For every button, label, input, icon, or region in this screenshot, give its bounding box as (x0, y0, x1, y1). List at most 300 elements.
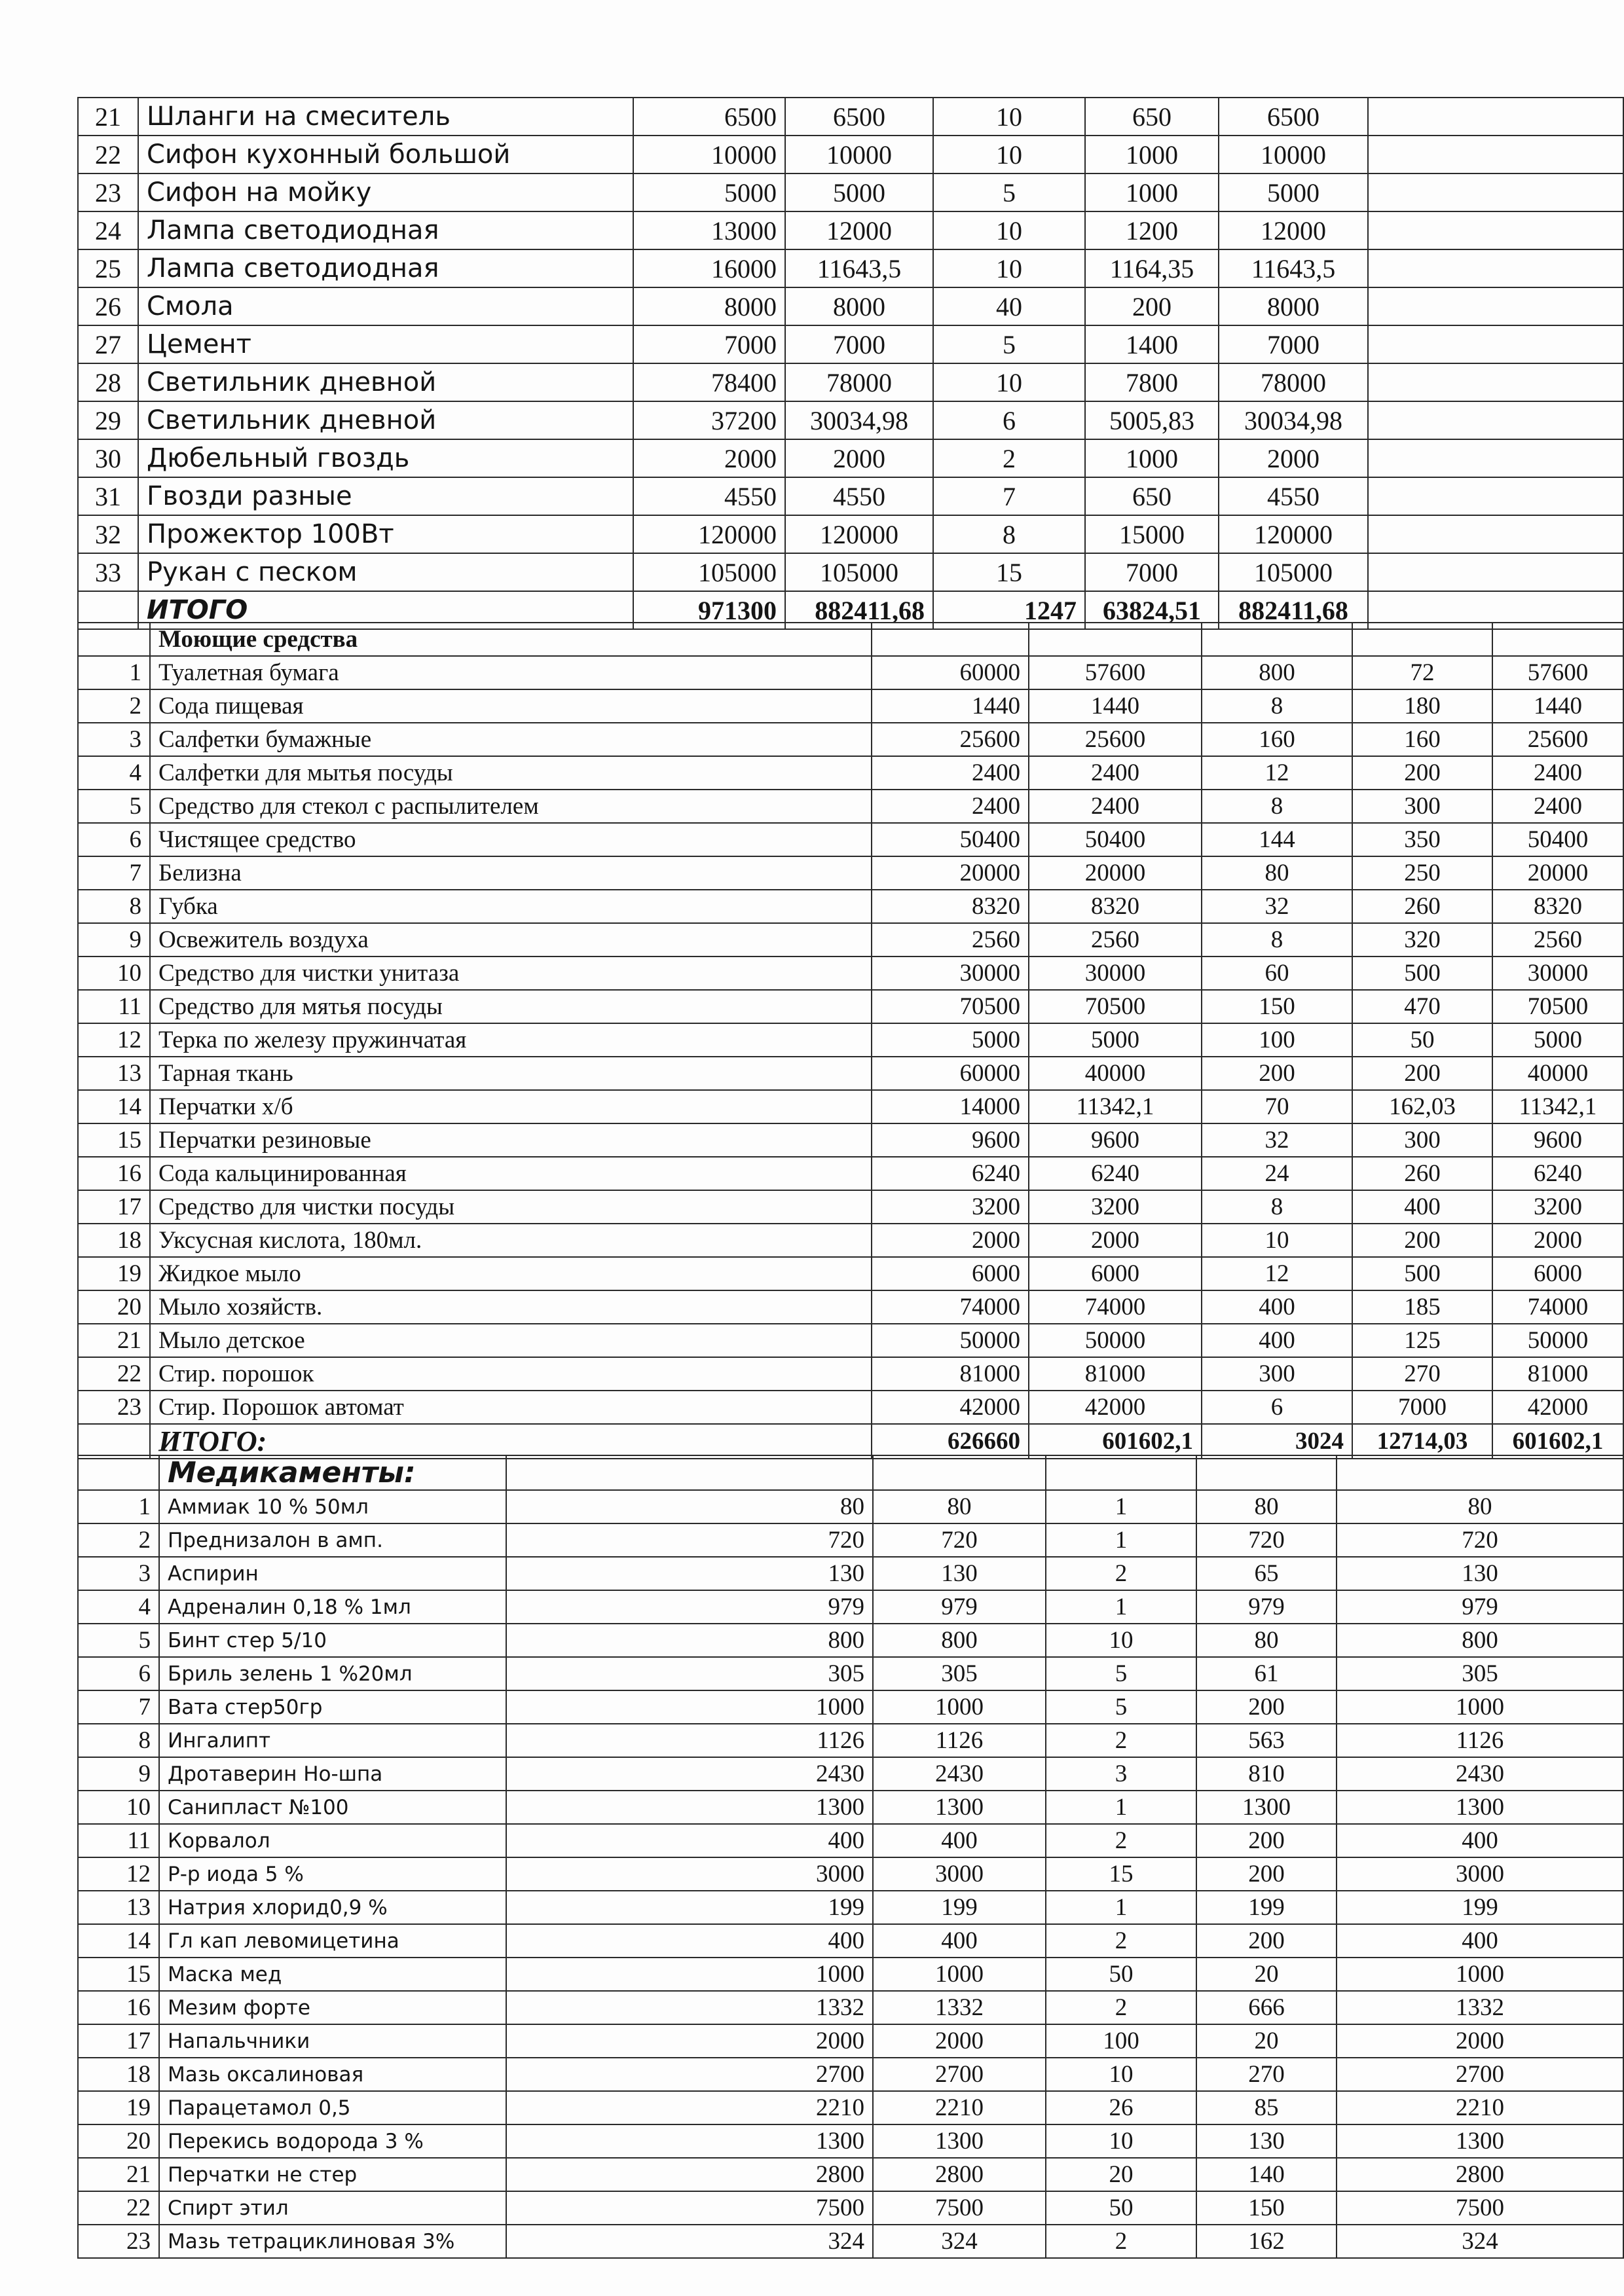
row-number: 13 (78, 1057, 150, 1090)
item-name: Вата стер50гр (159, 1690, 506, 1724)
table-row (78, 1190, 1623, 1224)
quantity: 70 (1202, 1090, 1352, 1123)
medicines-table (77, 1455, 1624, 2259)
quantity: 5 (933, 173, 1085, 211)
row-number: 28 (78, 363, 138, 401)
amount-planned: 16000 (633, 249, 785, 287)
table-row (78, 1791, 1623, 1824)
table-row (78, 1391, 1623, 1424)
amount-planned: 2210 (506, 2091, 873, 2124)
amount-total: 2210 (1337, 2091, 1623, 2124)
quantity: 32 (1202, 890, 1352, 923)
amount-total: 11342,1 (1492, 1090, 1623, 1123)
table-row (78, 823, 1623, 856)
item-name: Аспирин (159, 1557, 506, 1590)
amount-planned: 400 (506, 1824, 873, 1857)
quantity: 2 (933, 439, 1085, 477)
item-name: Стир. Порошок автомат (150, 1391, 872, 1424)
empty-cell (1368, 287, 1623, 325)
amount-total: 7500 (1337, 2191, 1623, 2225)
amount-actual: 50400 (1029, 823, 1202, 856)
total-label: ИТОГО (138, 591, 633, 629)
empty-cell (1196, 1455, 1337, 1490)
unit-price: 810 (1196, 1757, 1337, 1791)
table-row (78, 2225, 1623, 2258)
table-row (78, 2091, 1623, 2124)
unit-price: 1000 (1085, 136, 1219, 173)
item-name: Перекись водорода 3 % (159, 2124, 506, 2158)
row-number: 16 (78, 1991, 159, 2024)
row-number: 20 (78, 2124, 159, 2158)
amount-planned: 8000 (633, 287, 785, 325)
amount-actual: 10000 (785, 136, 933, 173)
item-name: Чистящее средство (150, 823, 872, 856)
amount-total: 25600 (1492, 723, 1623, 756)
amount-total: 305 (1337, 1657, 1623, 1690)
table-row (78, 2191, 1623, 2225)
amount-actual: 50000 (1029, 1324, 1202, 1357)
amount-planned: 720 (506, 1523, 873, 1557)
quantity: 400 (1202, 1290, 1352, 1324)
empty-cell (1368, 249, 1623, 287)
amount-actual: 2560 (1029, 923, 1202, 957)
table-row (78, 1657, 1623, 1690)
item-name: Жидкое мыло (150, 1257, 872, 1290)
item-name: Напальчники (159, 2024, 506, 2058)
unit-price: 400 (1352, 1190, 1492, 1224)
row-number: 8 (78, 890, 150, 923)
item-name: Шланги на смеситель (138, 98, 633, 136)
amount-planned: 7500 (506, 2191, 873, 2225)
empty-cell (1368, 515, 1623, 553)
quantity: 150 (1202, 990, 1352, 1023)
row-number: 21 (78, 1324, 150, 1357)
amount-total: 130 (1337, 1557, 1623, 1590)
table-row (78, 1757, 1623, 1791)
table-row (78, 990, 1623, 1023)
unit-price: 65 (1196, 1557, 1337, 1590)
item-name: Светильник дневной (138, 363, 633, 401)
item-name: Сифон кухонный большой (138, 136, 633, 173)
row-number: 7 (78, 856, 150, 890)
quantity: 2 (1046, 1824, 1196, 1857)
amount-planned: 60000 (872, 656, 1029, 689)
empty-cell (1368, 211, 1623, 249)
row-number: 19 (78, 2091, 159, 2124)
total-actual: 882411,68 (785, 591, 933, 629)
table-row (78, 477, 1623, 515)
item-name: Преднизалон в амп. (159, 1523, 506, 1557)
quantity: 2 (1046, 1991, 1196, 2024)
row-number: 11 (78, 1824, 159, 1857)
row-number: 27 (78, 325, 138, 363)
empty-cell (1368, 401, 1623, 439)
quantity: 15 (933, 553, 1085, 591)
amount-actual: 8320 (1029, 890, 1202, 923)
quantity: 1 (1046, 1791, 1196, 1824)
row-number: 1 (78, 656, 150, 689)
total-amount: 882411,68 (1219, 591, 1368, 629)
amount-total: 2400 (1492, 790, 1623, 823)
item-name: Сифон на мойку (138, 173, 633, 211)
unit-price: 199 (1196, 1891, 1337, 1924)
amount-planned: 3200 (872, 1190, 1029, 1224)
amount-total: 324 (1337, 2225, 1623, 2258)
table-row (78, 1324, 1623, 1357)
amount-total: 8320 (1492, 890, 1623, 923)
table-row (78, 2124, 1623, 2158)
item-name: Гл кап левомицетина (159, 1924, 506, 1958)
amount-planned: 2000 (633, 439, 785, 477)
table-row (78, 1590, 1623, 1624)
quantity: 6 (933, 401, 1085, 439)
item-name: Уксусная кислота, 180мл. (150, 1224, 872, 1257)
row-number: 16 (78, 1157, 150, 1190)
amount-total: 1332 (1337, 1991, 1623, 2024)
amount-total: 120000 (1219, 515, 1368, 553)
unit-price: 1300 (1196, 1791, 1337, 1824)
unit-price: 20 (1196, 1958, 1337, 1991)
amount-total: 720 (1337, 1523, 1623, 1557)
row-number: 17 (78, 1190, 150, 1224)
amount-planned: 2700 (506, 2058, 873, 2091)
row-number: 2 (78, 689, 150, 723)
unit-price: 61 (1196, 1657, 1337, 1690)
unit-price: 5005,83 (1085, 401, 1219, 439)
quantity: 160 (1202, 723, 1352, 756)
item-name: Средство для чистки унитаза (150, 957, 872, 990)
quantity: 32 (1202, 1123, 1352, 1157)
unit-price: 80 (1196, 1490, 1337, 1523)
item-name: Ингалипт (159, 1724, 506, 1757)
unit-price: 250 (1352, 856, 1492, 890)
amount-actual: 1300 (873, 2124, 1046, 2158)
unit-price: 130 (1196, 2124, 1337, 2158)
item-name: Перчатки х/б (150, 1090, 872, 1123)
total-unit-price: 63824,51 (1085, 591, 1219, 629)
row-number: 3 (78, 723, 150, 756)
unit-price: 162,03 (1352, 1090, 1492, 1123)
item-name: Светильник дневной (138, 401, 633, 439)
quantity: 20 (1046, 2158, 1196, 2191)
item-name: Туалетная бумага (150, 656, 872, 689)
amount-actual: 979 (873, 1590, 1046, 1624)
amount-planned: 6240 (872, 1157, 1029, 1190)
amount-actual: 40000 (1029, 1057, 1202, 1090)
item-name: Белизна (150, 856, 872, 890)
amount-planned: 6000 (872, 1257, 1029, 1290)
item-name: Освежитель воздуха (150, 923, 872, 957)
quantity: 10 (1202, 1224, 1352, 1257)
amount-planned: 120000 (633, 515, 785, 553)
amount-actual: 1440 (1029, 689, 1202, 723)
quantity: 7 (933, 477, 1085, 515)
quantity: 8 (1202, 923, 1352, 957)
amount-planned: 1126 (506, 1724, 873, 1757)
table-row (78, 1023, 1623, 1057)
row-number: 14 (78, 1090, 150, 1123)
amount-actual: 5000 (785, 173, 933, 211)
amount-planned: 979 (506, 1590, 873, 1624)
amount-actual: 80 (873, 1490, 1046, 1523)
amount-total: 81000 (1492, 1357, 1623, 1391)
item-name: Парацетамол 0,5 (159, 2091, 506, 2124)
amount-planned: 10000 (633, 136, 785, 173)
row-number: 4 (78, 756, 150, 790)
total-amount: 601602,1 (1492, 1424, 1623, 1459)
section-title: Моющие средства (150, 623, 872, 656)
amount-actual: 9600 (1029, 1123, 1202, 1157)
amount-planned: 199 (506, 1891, 873, 1924)
table-row (78, 689, 1623, 723)
unit-price: 7000 (1085, 553, 1219, 591)
amount-total: 8000 (1219, 287, 1368, 325)
row-number: 29 (78, 401, 138, 439)
row-number: 15 (78, 1123, 150, 1157)
row-number: 13 (78, 1891, 159, 1924)
amount-actual: 20000 (1029, 856, 1202, 890)
table-row (78, 1690, 1623, 1724)
item-name: Губка (150, 890, 872, 923)
quantity: 144 (1202, 823, 1352, 856)
row-number: 31 (78, 477, 138, 515)
item-name: Сода пищевая (150, 689, 872, 723)
quantity: 8 (1202, 689, 1352, 723)
table-row (78, 1157, 1623, 1190)
amount-actual: 120000 (785, 515, 933, 553)
table-row (78, 2158, 1623, 2191)
amount-actual: 130 (873, 1557, 1046, 1590)
item-name: Мазь оксалиновая (159, 2058, 506, 2091)
amount-actual: 2210 (873, 2091, 1046, 2124)
unit-price: 20 (1196, 2024, 1337, 2058)
amount-planned: 30000 (872, 957, 1029, 990)
table-row (78, 325, 1623, 363)
unit-price: 140 (1196, 2158, 1337, 2191)
amount-planned: 20000 (872, 856, 1029, 890)
unit-price: 300 (1352, 790, 1492, 823)
table-row (78, 363, 1623, 401)
item-name: Салфетки для мытья посуды (150, 756, 872, 790)
table-row (78, 756, 1623, 790)
item-name: Корвалол (159, 1824, 506, 1857)
amount-actual: 2000 (1029, 1224, 1202, 1257)
table-row (78, 553, 1623, 591)
section-title: Медикаменты: (159, 1455, 506, 1490)
amount-actual: 74000 (1029, 1290, 1202, 1324)
row-number: 23 (78, 1391, 150, 1424)
quantity: 800 (1202, 656, 1352, 689)
total-planned: 626660 (872, 1424, 1029, 1459)
amount-planned: 80 (506, 1490, 873, 1523)
table-row (78, 656, 1623, 689)
quantity: 50 (1046, 2191, 1196, 2225)
amount-planned: 25600 (872, 723, 1029, 756)
amount-total: 2700 (1337, 2058, 1623, 2091)
amount-total: 3200 (1492, 1190, 1623, 1224)
unit-price: 650 (1085, 98, 1219, 136)
empty-cell (872, 623, 1029, 656)
item-name: Бриль зелень 1 %20мл (159, 1657, 506, 1690)
empty-cell (78, 1455, 159, 1490)
quantity: 10 (1046, 2124, 1196, 2158)
amount-actual: 81000 (1029, 1357, 1202, 1391)
amount-total: 400 (1337, 1824, 1623, 1857)
amount-actual: 1300 (873, 1791, 1046, 1824)
row-number: 23 (78, 173, 138, 211)
amount-actual: 1000 (873, 1690, 1046, 1724)
amount-planned: 13000 (633, 211, 785, 249)
total-label: ИТОГО: (150, 1424, 872, 1459)
amount-total: 2800 (1337, 2158, 1623, 2191)
amount-actual: 6500 (785, 98, 933, 136)
amount-total: 12000 (1219, 211, 1368, 249)
amount-actual: 11342,1 (1029, 1090, 1202, 1123)
amount-total: 6000 (1492, 1257, 1623, 1290)
item-name: Маска мед (159, 1958, 506, 1991)
amount-actual: 11643,5 (785, 249, 933, 287)
amount-planned: 305 (506, 1657, 873, 1690)
item-name: Мезим форте (159, 1991, 506, 2024)
amount-total: 2400 (1492, 756, 1623, 790)
amount-planned: 78400 (633, 363, 785, 401)
empty-cell (1368, 363, 1623, 401)
amount-planned: 2430 (506, 1757, 873, 1791)
table-row (78, 287, 1623, 325)
empty-cell (1352, 623, 1492, 656)
quantity: 5 (933, 325, 1085, 363)
amount-planned: 50400 (872, 823, 1029, 856)
unit-price: 200 (1196, 1690, 1337, 1724)
item-name: Салфетки бумажные (150, 723, 872, 756)
unit-price: 15000 (1085, 515, 1219, 553)
amount-actual: 2700 (873, 2058, 1046, 2091)
amount-planned: 2800 (506, 2158, 873, 2191)
quantity: 50 (1046, 1958, 1196, 1991)
amount-total: 30000 (1492, 957, 1623, 990)
table-row (78, 249, 1623, 287)
table-row (78, 1991, 1623, 2024)
row-number: 6 (78, 1657, 159, 1690)
amount-total: 1000 (1337, 1958, 1623, 1991)
total-planned: 971300 (633, 591, 785, 629)
cleaning-table (77, 622, 1624, 1459)
table-row (78, 1224, 1623, 1257)
table-row (78, 1290, 1623, 1324)
item-name: Мыло детское (150, 1324, 872, 1357)
amount-actual: 2400 (1029, 790, 1202, 823)
materials-table (77, 97, 1624, 630)
amount-total: 6500 (1219, 98, 1368, 136)
row-number: 8 (78, 1724, 159, 1757)
row-number: 5 (78, 1624, 159, 1657)
amount-total: 800 (1337, 1624, 1623, 1657)
amount-total: 40000 (1492, 1057, 1623, 1090)
amount-planned: 5000 (633, 173, 785, 211)
item-name: Лампа светодиодная (138, 211, 633, 249)
row-number: 33 (78, 553, 138, 591)
amount-planned: 14000 (872, 1090, 1029, 1123)
quantity: 1 (1046, 1891, 1196, 1924)
amount-planned: 2400 (872, 790, 1029, 823)
item-name: Мыло хозяйств. (150, 1290, 872, 1324)
row-number: 4 (78, 1590, 159, 1624)
row-number: 7 (78, 1690, 159, 1724)
row-number: 23 (78, 2225, 159, 2258)
amount-total: 2430 (1337, 1757, 1623, 1791)
table-row (78, 1490, 1623, 1523)
quantity: 10 (933, 211, 1085, 249)
unit-price: 979 (1196, 1590, 1337, 1624)
amount-planned: 2400 (872, 756, 1029, 790)
quantity: 40 (933, 287, 1085, 325)
table-row (78, 1857, 1623, 1891)
table-row (78, 1090, 1623, 1123)
row-number: 20 (78, 1290, 150, 1324)
amount-total: 5000 (1219, 173, 1368, 211)
item-name: Перчатки не стер (159, 2158, 506, 2191)
table-row (78, 1958, 1623, 1991)
row-number: 9 (78, 923, 150, 957)
empty-cell (1368, 439, 1623, 477)
unit-price: 200 (1196, 1824, 1337, 1857)
item-name: Натрия хлорид0,9 % (159, 1891, 506, 1924)
amount-actual: 30000 (1029, 957, 1202, 990)
amount-total: 7000 (1219, 325, 1368, 363)
unit-price: 650 (1085, 477, 1219, 515)
item-name: Средство для стекол с распылителем (150, 790, 872, 823)
amount-total: 1440 (1492, 689, 1623, 723)
item-name: Лампа светодиодная (138, 249, 633, 287)
table-row (78, 439, 1623, 477)
item-name: Аммиак 10 % 50мл (159, 1490, 506, 1523)
amount-total: 2000 (1219, 439, 1368, 477)
amount-total: 199 (1337, 1891, 1623, 1924)
amount-actual: 2430 (873, 1757, 1046, 1791)
empty-cell (78, 1424, 150, 1459)
unit-price: 270 (1196, 2058, 1337, 2091)
empty-cell (1368, 98, 1623, 136)
quantity: 5 (1046, 1690, 1196, 1724)
item-name: Рукан с песком (138, 553, 633, 591)
amount-planned: 8320 (872, 890, 1029, 923)
unit-price: 180 (1352, 689, 1492, 723)
unit-price: 200 (1085, 287, 1219, 325)
empty-cell (873, 1455, 1046, 1490)
amount-planned: 60000 (872, 1057, 1029, 1090)
table-row (78, 2024, 1623, 2058)
empty-cell (1337, 1455, 1623, 1490)
amount-planned: 9600 (872, 1123, 1029, 1157)
row-number: 15 (78, 1958, 159, 1991)
amount-planned: 50000 (872, 1324, 1029, 1357)
table-row (78, 515, 1623, 553)
amount-total: 2000 (1492, 1224, 1623, 1257)
empty-cell (1368, 553, 1623, 591)
empty-cell (506, 1455, 873, 1490)
amount-total: 11643,5 (1219, 249, 1368, 287)
amount-actual: 5000 (1029, 1023, 1202, 1057)
empty-cell (1368, 173, 1623, 211)
unit-price: 80 (1196, 1624, 1337, 1657)
amount-total: 979 (1337, 1590, 1623, 1624)
amount-planned: 800 (506, 1624, 873, 1657)
row-number: 18 (78, 1224, 150, 1257)
amount-actual: 3200 (1029, 1190, 1202, 1224)
row-number: 24 (78, 211, 138, 249)
row-number: 10 (78, 957, 150, 990)
table-row (78, 136, 1623, 173)
